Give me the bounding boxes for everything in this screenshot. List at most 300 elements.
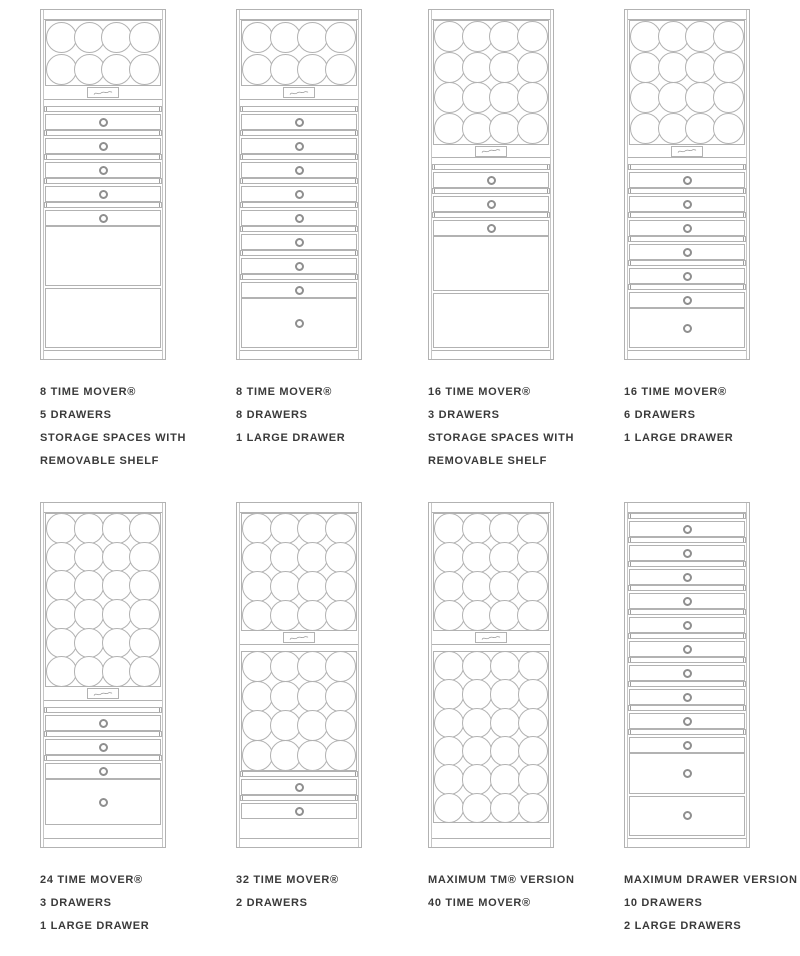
drawer-rail — [628, 609, 746, 615]
time-mover-circle — [242, 681, 273, 712]
time-mover-circle — [434, 764, 464, 794]
storage-space — [433, 236, 549, 291]
time-mover-row — [434, 794, 548, 822]
drawer-knob — [99, 118, 108, 127]
drawer-knob — [487, 224, 496, 233]
time-mover-circle — [129, 542, 160, 573]
drawer-front — [45, 138, 161, 154]
drawer — [240, 250, 358, 274]
drawer-front — [241, 114, 357, 130]
drawer-knob — [683, 525, 692, 534]
cabinet-caption — [40, 386, 230, 467]
time-mover-row — [46, 600, 160, 629]
drawer-front — [241, 282, 357, 298]
time-mover-grid — [433, 20, 549, 145]
time-mover-circle — [517, 82, 548, 113]
time-mover-circle — [270, 600, 301, 631]
drawer — [44, 178, 162, 202]
time-mover-circle — [658, 52, 689, 83]
drawer — [44, 202, 162, 226]
cabinet-caption — [624, 386, 800, 444]
time-mover-circle — [630, 82, 661, 113]
time-mover-circle — [325, 54, 356, 85]
time-mover-circle — [242, 22, 273, 53]
time-mover-circle — [462, 708, 492, 738]
caption-line: 2 DRAWERS — [236, 897, 308, 910]
time-mover-circle — [517, 513, 548, 544]
time-mover-circle — [517, 542, 548, 573]
drawer-knob — [683, 811, 692, 820]
large-drawer — [241, 298, 357, 348]
time-mover-circle — [434, 21, 465, 52]
caption-line: 1 LARGE DRAWER — [40, 920, 150, 933]
drawer-rail — [44, 731, 162, 737]
time-mover-circle — [489, 52, 520, 83]
caption-line: REMOVABLE SHELF — [40, 455, 160, 468]
drawer-rail — [240, 226, 358, 232]
drawer-knob — [683, 769, 692, 778]
drawer — [628, 585, 746, 609]
drawer-front — [241, 779, 357, 795]
time-mover-circle — [297, 571, 328, 602]
cabinet-diagram — [236, 9, 362, 360]
drawer — [628, 657, 746, 681]
time-mover-circle — [685, 21, 716, 52]
cabinet-base — [432, 350, 550, 359]
drawer-knob — [683, 272, 692, 281]
drawer-rail — [44, 755, 162, 761]
drawer-front — [45, 186, 161, 202]
time-mover-circle — [297, 513, 328, 544]
brand-plaque — [628, 145, 746, 158]
cabinet-caption — [40, 874, 230, 932]
cabinet-top-panel — [240, 503, 358, 513]
cabinet-frame-inner — [43, 10, 163, 359]
drawer — [628, 561, 746, 585]
time-mover-circle — [462, 513, 493, 544]
drawer-knob — [487, 176, 496, 185]
drawer-knob — [99, 743, 108, 752]
drawer-front — [629, 569, 745, 585]
cabinet-diagram — [428, 9, 554, 360]
drawer-front — [629, 244, 745, 260]
drawer-rail — [628, 729, 746, 735]
drawer-front — [629, 713, 745, 729]
drawer — [628, 188, 746, 212]
cabinet-cell — [624, 502, 800, 943]
caption-line: 2 LARGE DRAWERS — [624, 920, 742, 933]
time-mover-row — [434, 113, 548, 144]
drawer-rail — [628, 164, 746, 170]
time-mover-circle — [102, 570, 133, 601]
time-mover-circle — [242, 542, 273, 573]
brand-plaque — [44, 86, 162, 100]
time-mover-row — [46, 21, 160, 53]
plinth-space — [240, 819, 358, 838]
time-mover-circle — [490, 793, 520, 823]
cabinet-top-panel — [628, 503, 746, 513]
time-mover-circle — [74, 22, 105, 53]
time-mover-circle — [630, 52, 661, 83]
drawer-front — [629, 268, 745, 284]
drawer-rail — [44, 707, 162, 713]
drawer-knob — [295, 142, 304, 151]
drawer-front — [45, 162, 161, 178]
time-mover-circle — [518, 764, 548, 794]
cabinet-caption — [428, 386, 618, 467]
time-mover-circle — [489, 542, 520, 573]
time-mover-circle — [462, 679, 492, 709]
drawer-knob — [683, 248, 692, 257]
time-mover-row — [242, 514, 356, 543]
drawer-knob — [99, 767, 108, 776]
time-mover-circle — [102, 513, 133, 544]
caption-line: 24 TIME MOVER® — [40, 874, 143, 886]
time-mover-circle — [489, 82, 520, 113]
time-mover-circle — [462, 651, 492, 681]
time-mover-circle — [297, 710, 328, 741]
drawer-rail — [44, 178, 162, 184]
time-mover-circle — [325, 513, 356, 544]
drawer-stack — [432, 164, 550, 236]
brand-logo-icon — [93, 90, 113, 96]
time-mover-grid — [45, 513, 161, 687]
drawer — [628, 729, 746, 753]
drawer-rail — [628, 236, 746, 242]
time-mover-row — [630, 52, 744, 83]
caption-line: REMOVABLE SHELF — [428, 455, 548, 468]
time-mover-circle — [325, 571, 356, 602]
time-mover-circle — [434, 600, 465, 631]
time-mover-circle — [490, 679, 520, 709]
drawer-front — [629, 196, 745, 212]
cabinet-caption — [624, 874, 800, 932]
cabinet-base — [628, 350, 746, 359]
caption-line: STORAGE SPACES WITH — [428, 432, 575, 445]
drawer — [628, 609, 746, 633]
time-mover-row — [434, 680, 548, 708]
drawer-knob — [295, 807, 304, 816]
time-mover-circle — [129, 656, 160, 687]
cabinet-frame-inner — [43, 503, 163, 847]
time-mover-circle — [325, 600, 356, 631]
drawer-knob — [99, 142, 108, 151]
drawer — [44, 731, 162, 755]
caption-line: 8 TIME MOVER® — [40, 386, 137, 398]
drawer-front — [629, 172, 745, 188]
time-mover-circle — [46, 542, 77, 573]
drawer-front — [433, 196, 549, 212]
drawer-rail — [44, 202, 162, 208]
time-mover-circle — [517, 21, 548, 52]
caption-line: MAXIMUM TM® VERSION — [428, 874, 575, 886]
drawer-knob — [295, 190, 304, 199]
cabinet-cell — [40, 9, 230, 478]
time-mover-circle — [46, 22, 77, 53]
drawer — [240, 226, 358, 250]
drawer — [628, 236, 746, 260]
time-mover-row — [434, 765, 548, 793]
time-mover-grid — [433, 651, 549, 823]
caption-line: MAXIMUM DRAWER VERSION — [624, 874, 798, 886]
time-mover-circle — [129, 628, 160, 659]
time-mover-row — [434, 514, 548, 543]
time-mover-circle — [102, 542, 133, 573]
brand-plaque — [432, 145, 550, 158]
time-mover-row — [434, 21, 548, 52]
time-mover-circle — [325, 651, 356, 682]
drawer-stack — [44, 106, 162, 226]
cabinet-cell — [624, 9, 800, 455]
time-mover-row — [434, 709, 548, 737]
drawer-front — [45, 739, 161, 755]
drawer-stack — [240, 771, 358, 819]
drawer-rail — [240, 130, 358, 136]
brand-logo-icon — [289, 635, 309, 641]
drawer-knob — [683, 645, 692, 654]
drawer-knob — [683, 621, 692, 630]
time-mover-circle — [434, 708, 464, 738]
time-mover-row — [630, 83, 744, 114]
drawer-rail — [628, 284, 746, 290]
time-mover-row — [434, 737, 548, 765]
time-mover-circle — [434, 793, 464, 823]
drawer — [628, 705, 746, 729]
cabinet-diagram — [40, 502, 166, 848]
cabinet-top-panel — [240, 10, 358, 20]
time-mover-row — [434, 601, 548, 630]
cabinet-frame-inner — [627, 10, 747, 359]
time-mover-grid — [241, 20, 357, 86]
time-mover-circle — [270, 22, 301, 53]
drawer-knob — [99, 798, 108, 807]
drawer-knob — [683, 549, 692, 558]
drawer — [44, 755, 162, 779]
large-drawer — [629, 796, 745, 837]
drawer-rail — [240, 106, 358, 112]
brand-plaque-box — [671, 146, 703, 157]
drawer-front — [629, 521, 745, 537]
cabinet-diagram — [40, 9, 166, 360]
time-mover-circle — [129, 513, 160, 544]
caption-line: 32 TIME MOVER® — [236, 874, 339, 886]
time-mover-circle — [297, 54, 328, 85]
time-mover-row — [242, 53, 356, 85]
cabinet-cell — [428, 9, 618, 478]
cabinet-top-panel — [432, 10, 550, 20]
brand-logo-icon — [481, 148, 501, 154]
time-mover-circle — [74, 542, 105, 573]
drawer — [240, 178, 358, 202]
drawer-knob — [99, 166, 108, 175]
time-mover-row — [242, 21, 356, 53]
drawer — [44, 707, 162, 731]
time-mover-circle — [46, 656, 77, 687]
cabinet-caption — [236, 386, 426, 444]
storage-space — [433, 293, 549, 348]
time-mover-circle — [518, 793, 548, 823]
time-mover-circle — [434, 513, 465, 544]
time-mover-circle — [434, 113, 465, 144]
drawer — [240, 795, 358, 819]
cabinet-top-panel — [44, 503, 162, 513]
drawer-front — [629, 641, 745, 657]
time-mover-circle — [434, 52, 465, 83]
time-mover-circle — [462, 571, 493, 602]
time-mover-circle — [462, 793, 492, 823]
time-mover-circle — [46, 628, 77, 659]
time-mover-circle — [518, 708, 548, 738]
time-mover-circle — [102, 656, 133, 687]
time-mover-circle — [518, 736, 548, 766]
drawer-knob — [295, 262, 304, 271]
caption-line: 1 LARGE DRAWER — [236, 432, 346, 445]
time-mover-circle — [74, 570, 105, 601]
time-mover-row — [630, 113, 744, 144]
time-mover-circle — [630, 21, 661, 52]
time-mover-circle — [517, 571, 548, 602]
brand-plaque-box — [475, 632, 507, 643]
time-mover-circle — [658, 82, 689, 113]
cabinet-frame-inner — [627, 503, 747, 847]
time-mover-row — [242, 682, 356, 712]
drawer-knob — [683, 224, 692, 233]
time-mover-circle — [46, 513, 77, 544]
drawer-knob — [683, 324, 692, 333]
drawer-front — [241, 138, 357, 154]
drawer-rail — [432, 164, 550, 170]
drawer-front — [241, 162, 357, 178]
cabinet-frame-inner — [239, 503, 359, 847]
drawer-rail — [240, 250, 358, 256]
time-mover-row — [434, 83, 548, 114]
time-mover-circle — [297, 681, 328, 712]
time-mover-circle — [490, 651, 520, 681]
drawer-front — [629, 617, 745, 633]
brand-plaque — [432, 631, 550, 645]
drawer-rail — [432, 212, 550, 218]
time-mover-circle — [270, 710, 301, 741]
time-mover-circle — [462, 736, 492, 766]
drawer — [240, 154, 358, 178]
drawer-rail — [44, 106, 162, 112]
drawer-knob — [99, 719, 108, 728]
time-mover-circle — [713, 113, 744, 144]
time-mover-circle — [270, 571, 301, 602]
cabinet-diagram — [624, 502, 750, 848]
time-mover-circle — [242, 651, 273, 682]
time-mover-circle — [242, 740, 273, 771]
time-mover-row — [46, 629, 160, 658]
cabinet-diagram — [236, 502, 362, 848]
time-mover-circle — [434, 679, 464, 709]
drawer-front — [629, 737, 745, 753]
drawer-knob — [683, 693, 692, 702]
brand-plaque-box — [475, 146, 507, 157]
time-mover-circle — [489, 600, 520, 631]
drawer — [628, 633, 746, 657]
brand-plaque — [44, 687, 162, 701]
time-mover-circle — [74, 599, 105, 630]
time-mover-circle — [129, 599, 160, 630]
drawer — [628, 260, 746, 284]
drawer-knob — [99, 190, 108, 199]
drawer-knob — [683, 717, 692, 726]
caption-line: 6 DRAWERS — [624, 409, 696, 422]
storage-space — [45, 288, 161, 348]
time-mover-row — [46, 543, 160, 572]
time-mover-row — [434, 572, 548, 601]
time-mover-circle — [242, 513, 273, 544]
time-mover-row — [434, 543, 548, 572]
cabinet-base — [628, 838, 746, 847]
time-mover-row — [46, 571, 160, 600]
cabinet-frame-inner — [431, 503, 551, 847]
time-mover-circle — [490, 736, 520, 766]
time-mover-circle — [462, 82, 493, 113]
time-mover-row — [242, 572, 356, 601]
time-mover-row — [242, 711, 356, 741]
time-mover-circle — [685, 52, 716, 83]
brand-plaque — [240, 86, 358, 100]
cabinet-diagram — [624, 9, 750, 360]
cabinet-base — [240, 838, 358, 847]
time-mover-circle — [297, 651, 328, 682]
time-mover-circle — [434, 542, 465, 573]
drawer-rail — [628, 657, 746, 663]
time-mover-circle — [46, 570, 77, 601]
drawer-knob — [683, 200, 692, 209]
drawer-front — [629, 220, 745, 236]
time-mover-circle — [325, 710, 356, 741]
time-mover-circle — [462, 764, 492, 794]
time-mover-circle — [713, 82, 744, 113]
time-mover-circle — [517, 113, 548, 144]
time-mover-circle — [489, 113, 520, 144]
time-mover-circle — [297, 740, 328, 771]
time-mover-circle — [270, 651, 301, 682]
storage-space — [45, 226, 161, 286]
large-drawer — [629, 753, 745, 794]
drawer-rail — [628, 513, 746, 519]
drawer-rail — [628, 188, 746, 194]
drawer-rail — [44, 130, 162, 136]
time-mover-circle — [74, 656, 105, 687]
drawer — [628, 164, 746, 188]
drawer-rail — [628, 537, 746, 543]
time-mover-circle — [74, 54, 105, 85]
caption-line: 40 TIME MOVER® — [428, 897, 531, 910]
time-mover-circle — [129, 570, 160, 601]
time-mover-circle — [685, 82, 716, 113]
cabinet-frame-inner — [431, 10, 551, 359]
drawer-knob — [683, 573, 692, 582]
drawer-front — [241, 258, 357, 274]
drawer-front — [241, 186, 357, 202]
time-mover-row — [46, 514, 160, 543]
plinth-space — [432, 823, 550, 838]
drawer-knob — [295, 118, 304, 127]
drawer — [44, 106, 162, 130]
time-mover-circle — [102, 628, 133, 659]
drawer — [44, 130, 162, 154]
drawer — [628, 537, 746, 561]
drawer-front — [45, 763, 161, 779]
time-mover-circle — [270, 681, 301, 712]
drawer-knob — [99, 214, 108, 223]
time-mover-row — [434, 52, 548, 83]
drawer — [44, 154, 162, 178]
